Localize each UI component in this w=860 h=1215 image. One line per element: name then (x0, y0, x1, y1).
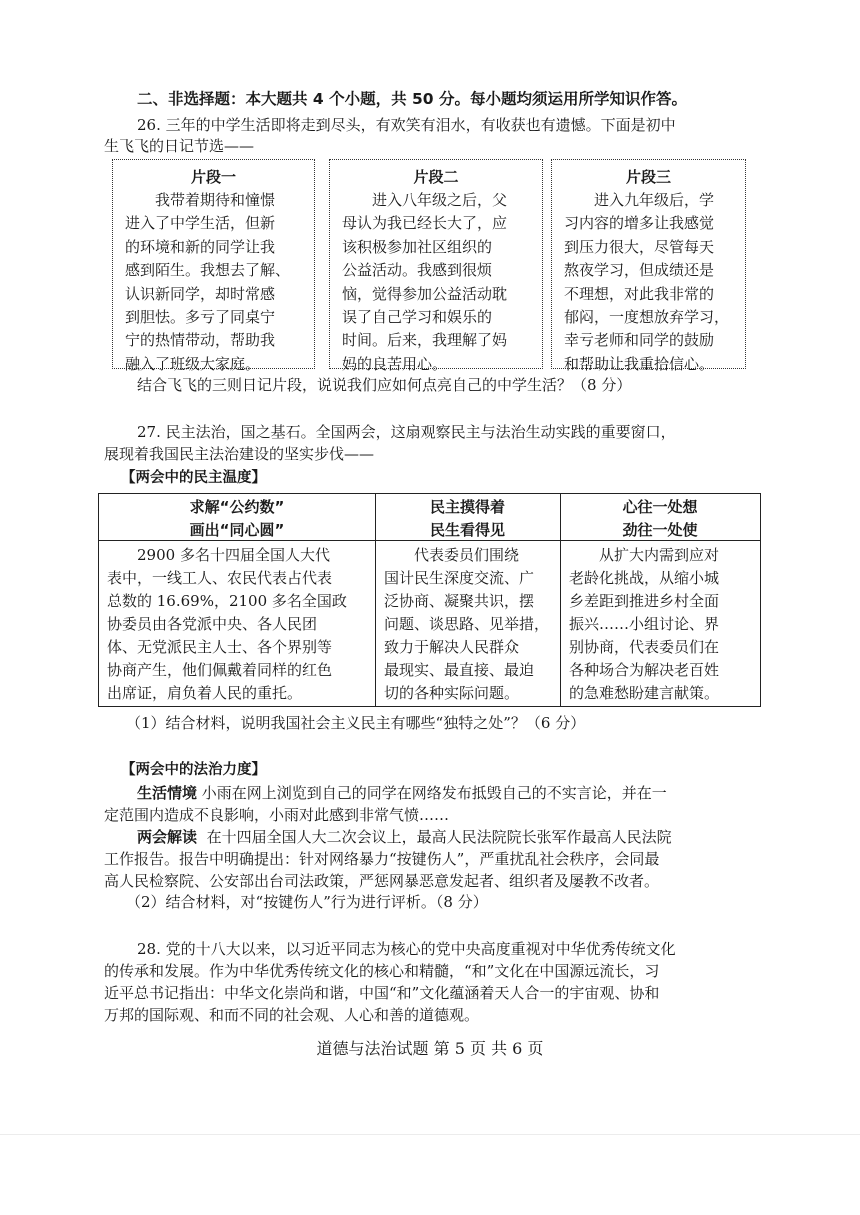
section-heading: 二、非选择题：本大题共 4 个小题，共 50 分。每小题均须运用所学知识作答。 (137, 90, 687, 108)
scenario-label: 生活情境 (137, 784, 198, 802)
table-header (375, 496, 560, 542)
table-header (560, 496, 760, 542)
fragment-line: 我带着期待和憧憬 (155, 191, 276, 209)
cell-line: 最现实、最直接、最迫 (384, 661, 535, 679)
page-footer: 道德与法治试题 第 5 页 共 6 页 (316, 1039, 544, 1058)
fragment-line: 到胆怯。多亏了同桌宁 (125, 308, 276, 327)
diary-fragment-2 (329, 159, 543, 373)
cell-line: 表中，一线工人、农民代表占代表 (107, 569, 333, 587)
q28-line-1: 28. 党的十八大以来，以习近平同志为核心的党中央高度重视对中华优秀传统文化 (137, 940, 676, 958)
header-line: 画出“同心圆” (189, 521, 285, 539)
fragment-text (342, 189, 536, 376)
interpret-text: 在十四届全国人大二次会议上，最高人民法院院长张军作最高人民法院 (206, 828, 672, 846)
q26-question: 结合飞飞的三则日记片段，说说我们应如何点亮自己的中学生活？（8 分） (137, 376, 632, 394)
cell-line: 总数的 16.69%，2100 多名全国政 (107, 592, 347, 610)
fragment-line: 时间。后来，我理解了妈 (342, 331, 508, 350)
democracy-table (98, 493, 761, 707)
diary-fragment-1 (112, 159, 315, 373)
header-line: 心往一处想 (622, 498, 698, 516)
cell-line: 乡差距到推进乡村全面 (569, 592, 720, 610)
q26-intro-line-2: 生飞飞的日记节选—— (104, 137, 255, 155)
fragment-line: 习内容的增多让我感觉 (564, 214, 715, 233)
q28-line-2: 的传承和发展。作为中华优秀传统文化的核心和精髓，“和”文化在中国源远流长，习 (104, 962, 660, 980)
fragment-line: 进入八年级之后，父 (372, 191, 508, 209)
q27-intro-line-1: 27. 民主法治，国之基石。全国两会，这扇观察民主与法治生动实践的重要窗口， (137, 423, 676, 441)
cell-line: 从扩大内需到应对 (599, 546, 720, 564)
fragment-line: 妈的良苦用心。 (342, 354, 448, 373)
q27-sub-question-2: （2）结合材料，对“按键伤人”行为进行评析。（8 分） (126, 893, 488, 911)
fragment-line: 感到陌生。我想去了解、 (125, 261, 291, 280)
q28-line-3: 近平总书记指出：中华文化崇尚和谐，中国“和”文化蕴涵着天人合一的宇宙观、协和 (104, 984, 660, 1002)
fragment-line: 认识新同学，却时常感 (125, 284, 276, 303)
cell-line: 别协商，代表委员们在 (569, 638, 720, 656)
cell-line: 代表委员们围绕 (414, 546, 520, 564)
cell-line: 泛协商、凝聚共识，摆 (384, 592, 535, 610)
q28-line-4: 万邦的国际观、和而不同的社会观、人心和善的道德观。 (104, 1006, 480, 1024)
fragment-line: 的环境和新的同学让我 (125, 237, 276, 256)
q27-intro-line-2: 展现着我国民主法治建设的坚实步伐—— (104, 445, 375, 463)
part1-label: 【两会中的民主温度】 (121, 470, 266, 486)
header-line: 民生看得见 (429, 521, 505, 539)
table-header (99, 496, 375, 542)
interpret-line-3: 高人民检察院、公安部出台司法政策，严惩网暴恶意发起者、组织者及屡教不改者。 (104, 872, 660, 890)
cell-line: 协委员由各党派中央、各人民团 (107, 615, 318, 633)
fragment-line: 到压力很大，尽管每天 (564, 237, 715, 256)
table-cell (569, 544, 759, 705)
header-line: 民主摸得着 (429, 498, 505, 516)
table-cell (107, 544, 372, 705)
fragment-line: 进入九年级后，学 (594, 191, 715, 209)
scenario-line-1 (137, 782, 667, 804)
table-cell (384, 544, 559, 705)
scenario-line-2: 定范围内造成不良影响，小雨对此感到非常气愤…… (104, 806, 450, 824)
diary-fragment-3 (551, 159, 746, 373)
cell-line: 致力于解决人民群众 (384, 638, 520, 656)
fragment-line: 公益活动。我感到很烦 (342, 261, 493, 280)
fragment-text (125, 189, 308, 376)
q26-intro-line-1: 26. 三年的中学生活即将走到尽头，有欢笑有泪水，有收获也有遗憾。下面是初中 (137, 116, 676, 134)
interpret-line-2: 工作报告。报告中明确提出：针对网络暴力“按键伤人”，严重扰乱社会秩序，会同最 (104, 850, 660, 868)
cell-line: 2900 多名十四届全国人大代 (137, 546, 330, 564)
fragment-text (564, 189, 739, 376)
fragment-line: 熬夜学习，但成绩还是 (564, 261, 715, 280)
fragment-line: 幸亏老师和同学的鼓励 (564, 331, 715, 350)
scenario-text: 小雨在网上浏览到自己的同学在网络发布抵毁自己的不实言论，并在一 (201, 784, 667, 802)
cell-line: 老龄化挑战，从缩小城 (569, 569, 720, 587)
fragment-line: 母认为我已经长大了，应 (342, 214, 508, 233)
part2-label: 【两会中的法治力度】 (121, 762, 266, 778)
interpret-line-1 (137, 826, 672, 848)
cell-line: 切的各种实际问题。 (384, 684, 520, 702)
cell-line: 振兴……小组讨论、界 (569, 615, 720, 633)
interpret-label: 两会解读 (137, 828, 198, 846)
fragment-line: 该积极参加社区组织的 (342, 237, 493, 256)
cell-line: 出席证，肩负着人民的重托。 (107, 684, 303, 702)
fragment-title: 片段二 (413, 168, 459, 186)
fragment-line: 和帮助让我重拾信心。 (564, 354, 715, 373)
fragment-line: 恼，觉得参加公益活动耽 (342, 284, 508, 303)
cell-line: 协商产生，他们佩戴着同样的红色 (107, 661, 333, 679)
cell-line: 各种场合为解决老百姓 (569, 661, 720, 679)
fragment-title: 片段三 (625, 168, 671, 186)
cell-line: 的急难愁盼建言献策。 (569, 684, 720, 702)
page-divider (0, 1134, 860, 1135)
fragment-line: 不理想，对此我非常的 (564, 284, 715, 303)
cell-line: 体、无党派民主人士、各个界别等 (107, 638, 333, 656)
fragment-line: 误了自己学习和娱乐的 (342, 308, 493, 327)
cell-line: 国计民生深度交流、广 (384, 569, 535, 587)
q27-sub-question-1: （1）结合材料，说明我国社会主义民主有哪些“独特之处”？（6 分） (126, 714, 586, 732)
fragment-line: 进入了中学生活，但新 (125, 214, 276, 233)
header-line: 劲往一处使 (622, 521, 698, 539)
fragment-line: 宁的热情带动，帮助我 (125, 331, 276, 350)
fragment-title: 片段一 (190, 168, 236, 186)
cell-line: 问题、谈思路、见举措， (384, 615, 550, 633)
header-line: 求解“公约数” (189, 498, 285, 516)
fragment-line: 融入了班级大家庭。 (125, 354, 261, 373)
fragment-line: 郁闷，一度想放弃学习， (564, 308, 730, 327)
